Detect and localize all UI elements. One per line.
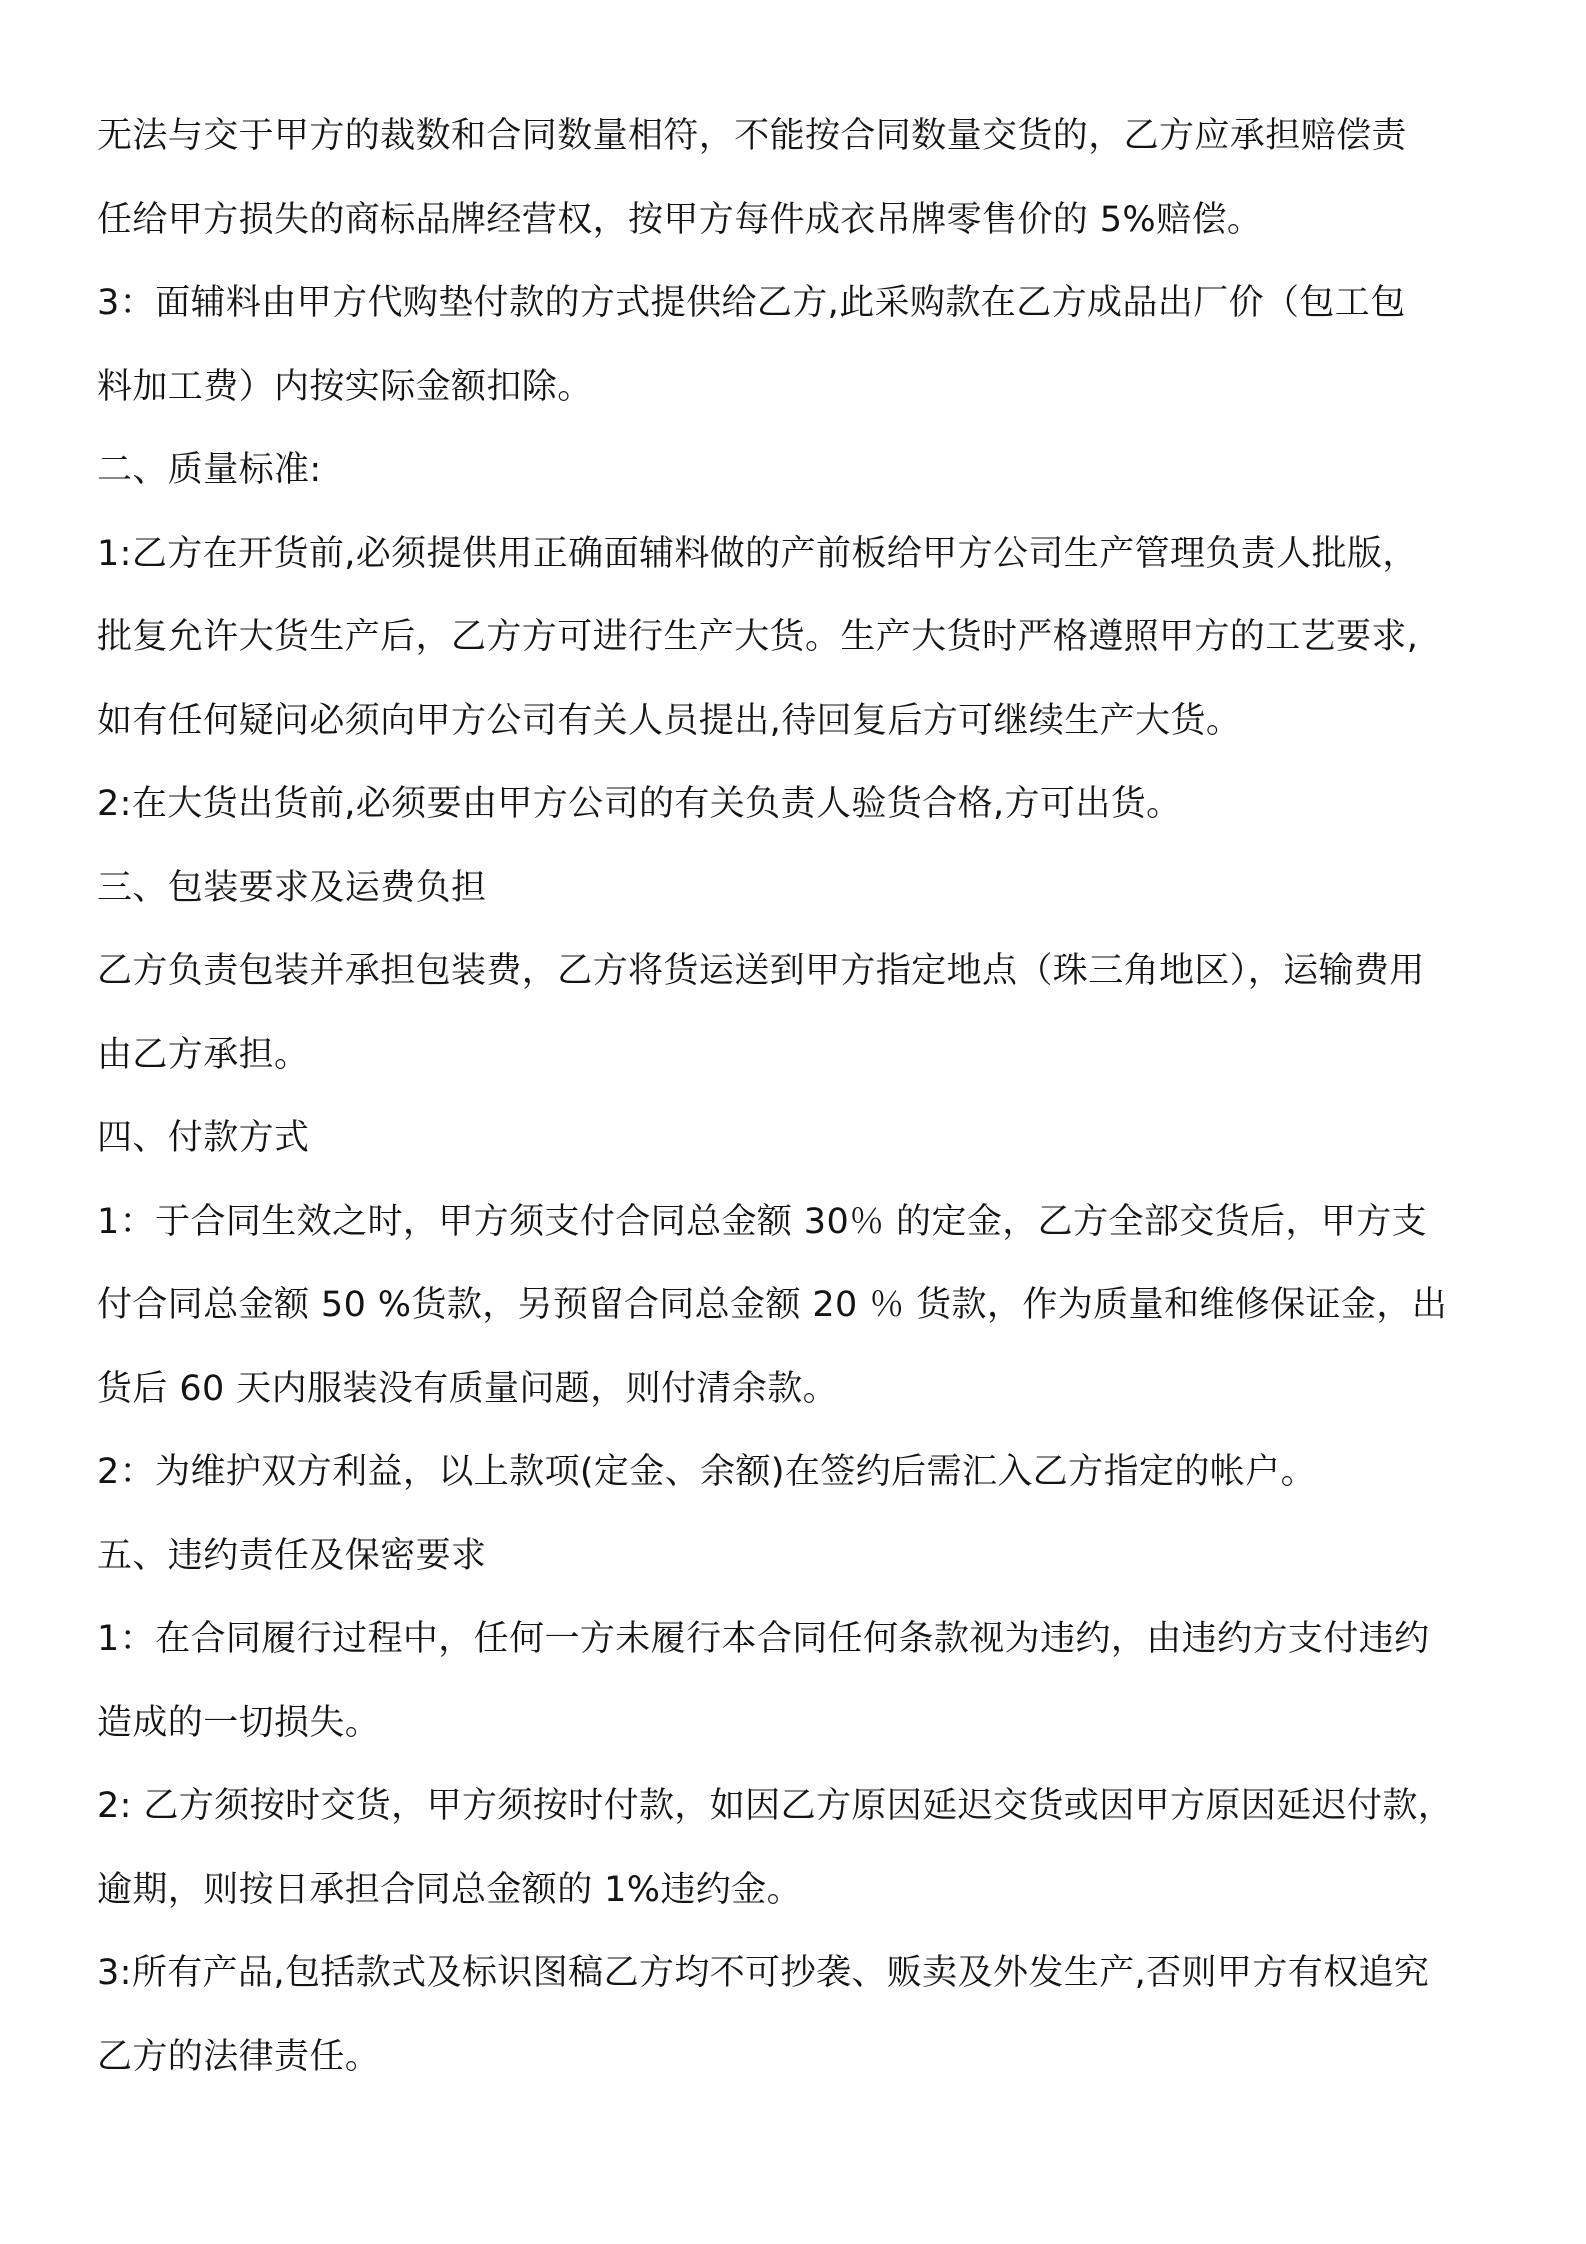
section-heading-payment: 四、付款方式 (97, 1118, 310, 1158)
paragraph-line: 乙方负责包装并承担包装费，乙方将货运送到甲方指定地点（珠三角地区），运输费用 (97, 951, 1425, 991)
paragraph-line: 任给甲方损失的商标品牌经营权，按甲方每件成衣吊牌零售价的 5%赔偿。 (97, 199, 1263, 240)
paragraph-line: 乙方的法律责任。 (97, 2036, 381, 2077)
section-heading-liability: 五、违约责任及保密要求 (97, 1535, 487, 1576)
clause-1-line: 1:乙方在开货前,必须提供用正确面辅料做的产前板给甲方公司生产管理负责人批版， (97, 533, 1418, 574)
paragraph-line: 货后 60 天内服装没有质量问题，则付清余款。 (97, 1368, 838, 1409)
contract-text (97, 95, 1497, 2099)
clause-1-line: 1：在合同履行过程中，任何一方未履行本合同任何条款视为违约，由违约方支付违约 (97, 1619, 1430, 1659)
section-heading-packaging: 三、包装要求及运费负担 (97, 867, 487, 908)
clause-3-line: 3:所有产品,包括款式及标识图稿乙方均不可抄袭、贩卖及外发生产,否则甲方有权追究 (97, 1953, 1430, 1993)
paragraph-line: 料加工费）内按实际金额扣除。 (97, 366, 593, 407)
clause-2-line: 2: 乙方须按时交货，甲方须按时付款，如因乙方原因延迟交货或因甲方原因延迟付款， (97, 1786, 1454, 1826)
clause-2-line: 2：为维护双方利益，以上款项(定金、余额)在签约后需汇入乙方指定的帐户。 (97, 1452, 1316, 1492)
paragraph-line: 付合同总金额 50 %货款，另预留合同总金额 20 ％ 货款，作为质量和维修保证金，出 (97, 1285, 1448, 1325)
clause-3-line: 3：面辅料由甲方代购垫付款的方式提供给乙方,此采购款在乙方成品出厂价（包工包 (97, 283, 1406, 323)
paragraph-line: 无法与交于甲方的裁数和合同数量相符，不能按合同数量交货的，乙方应承担赔偿责 (97, 116, 1407, 156)
paragraph-line: 如有任何疑问必须向甲方公司有关人员提出,待回复后方可继续生产大货。 (97, 700, 1242, 741)
section-heading-quality: 二、质量标准: (97, 450, 322, 490)
paragraph-line: 由乙方承担。 (97, 1034, 310, 1075)
paragraph-line: 造成的一切损失。 (97, 1702, 381, 1743)
paragraph-line: 批复允许大货生产后，乙方方可进行生产大货。生产大货时严格遵照甲方的工艺要求, (97, 617, 1419, 657)
clause-2-line: 2:在大货出货前,必须要由甲方公司的有关负责人验货合格,方可出货。 (97, 784, 1182, 824)
clause-1-line: 1：于合同生效之时，甲方须支付合同总金额 30％ 的定金，乙方全部交货后，甲方支 (97, 1201, 1428, 1242)
paragraph-line: 逾期，则按日承担合同总金额的 1%违约金。 (97, 1869, 803, 1910)
